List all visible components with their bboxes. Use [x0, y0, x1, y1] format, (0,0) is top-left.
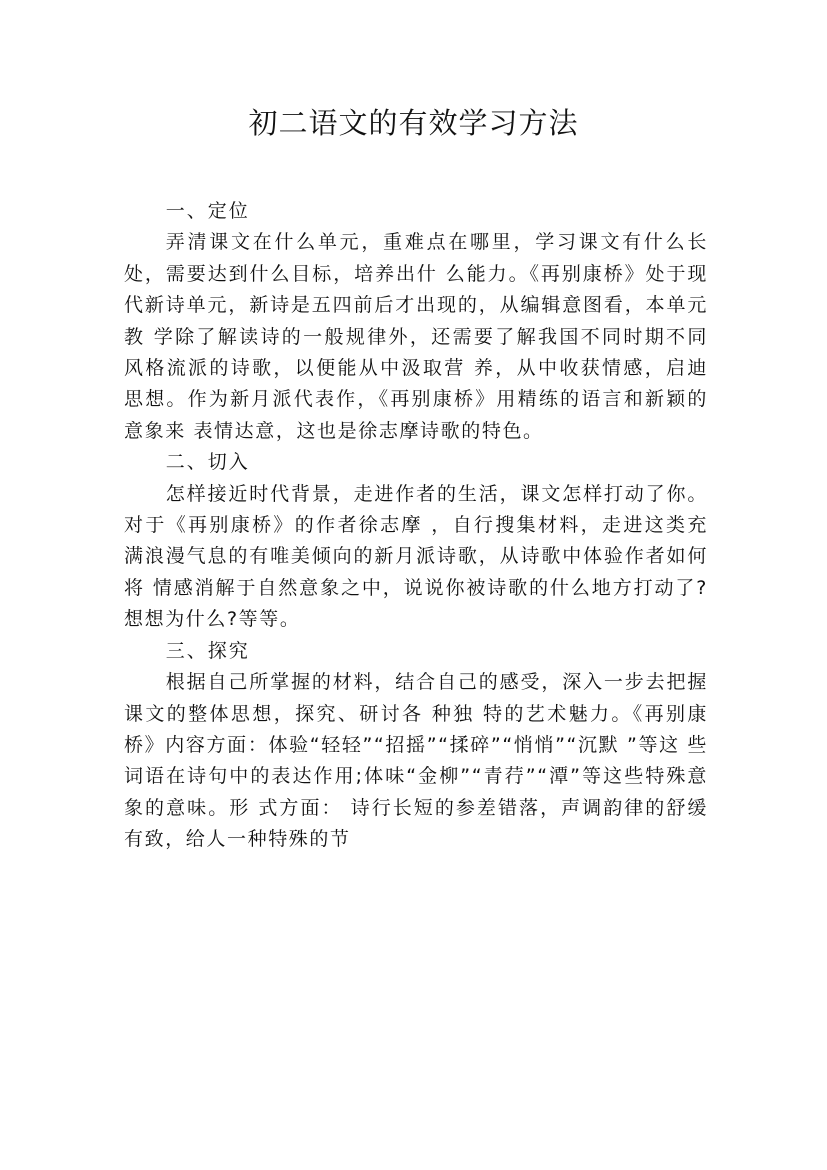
section-paragraph-entry: 怎样接近时代背景，走进作者的生活，课文怎样打动了你。对于《再别康桥》的作者徐志摩 ，自行搜集材料，走进这类充满浪漫气息的有唯美倾向的新月派诗歌，从诗歌中体验作者如何将 情感消解于自然意象之中，说说你被诗歌的什么地方打动了?想想为什么?等等。 — [124, 482, 708, 631]
document-body — [124, 196, 708, 856]
section-heading-inquiry: 三、探究 — [165, 639, 250, 662]
section-paragraph-positioning: 弄清课文在什么单元，重难点在哪里，学习课文有什么长处，需要达到什么目标，培养出什 么能力。《再别康桥》处于现代新诗单元，新诗是五四前后才出现的，从编辑意图看，本单元教 学除了解读诗的一般规律外，还需要了解我国不同时期不同风格流派的诗歌，以便能从中汲取营 养，从中收获情感，启迪思想。作为新月派代表作，《再别康桥》用精练的语言和新颖的意象来 表情达意，这也是徐志摩诗歌的特色。 — [124, 231, 708, 442]
document-title: 初二语文的有效学习方法 — [248, 106, 579, 140]
section-heading-positioning: 一、定位 — [165, 200, 250, 222]
section-heading-entry: 二、切入 — [165, 451, 250, 474]
section-paragraph-inquiry: 根据自己所掌握的材料，结合自己的感受，深入一步去把握课文的整体思想，探究、研讨各 种独 特的艺术魅力。《再别康桥》内容方面：体验“轻轻”“招摇”“揉碎”“悄悄”“沉默 ”等这 些词语在诗句中的表达作用;体味“金柳”“青荇”“潭”等这些特殊意象的意味。形 式方面： 诗行长短的参差错落，声调韵律的舒缓有致，给人一种特殊的节 — [124, 671, 708, 851]
